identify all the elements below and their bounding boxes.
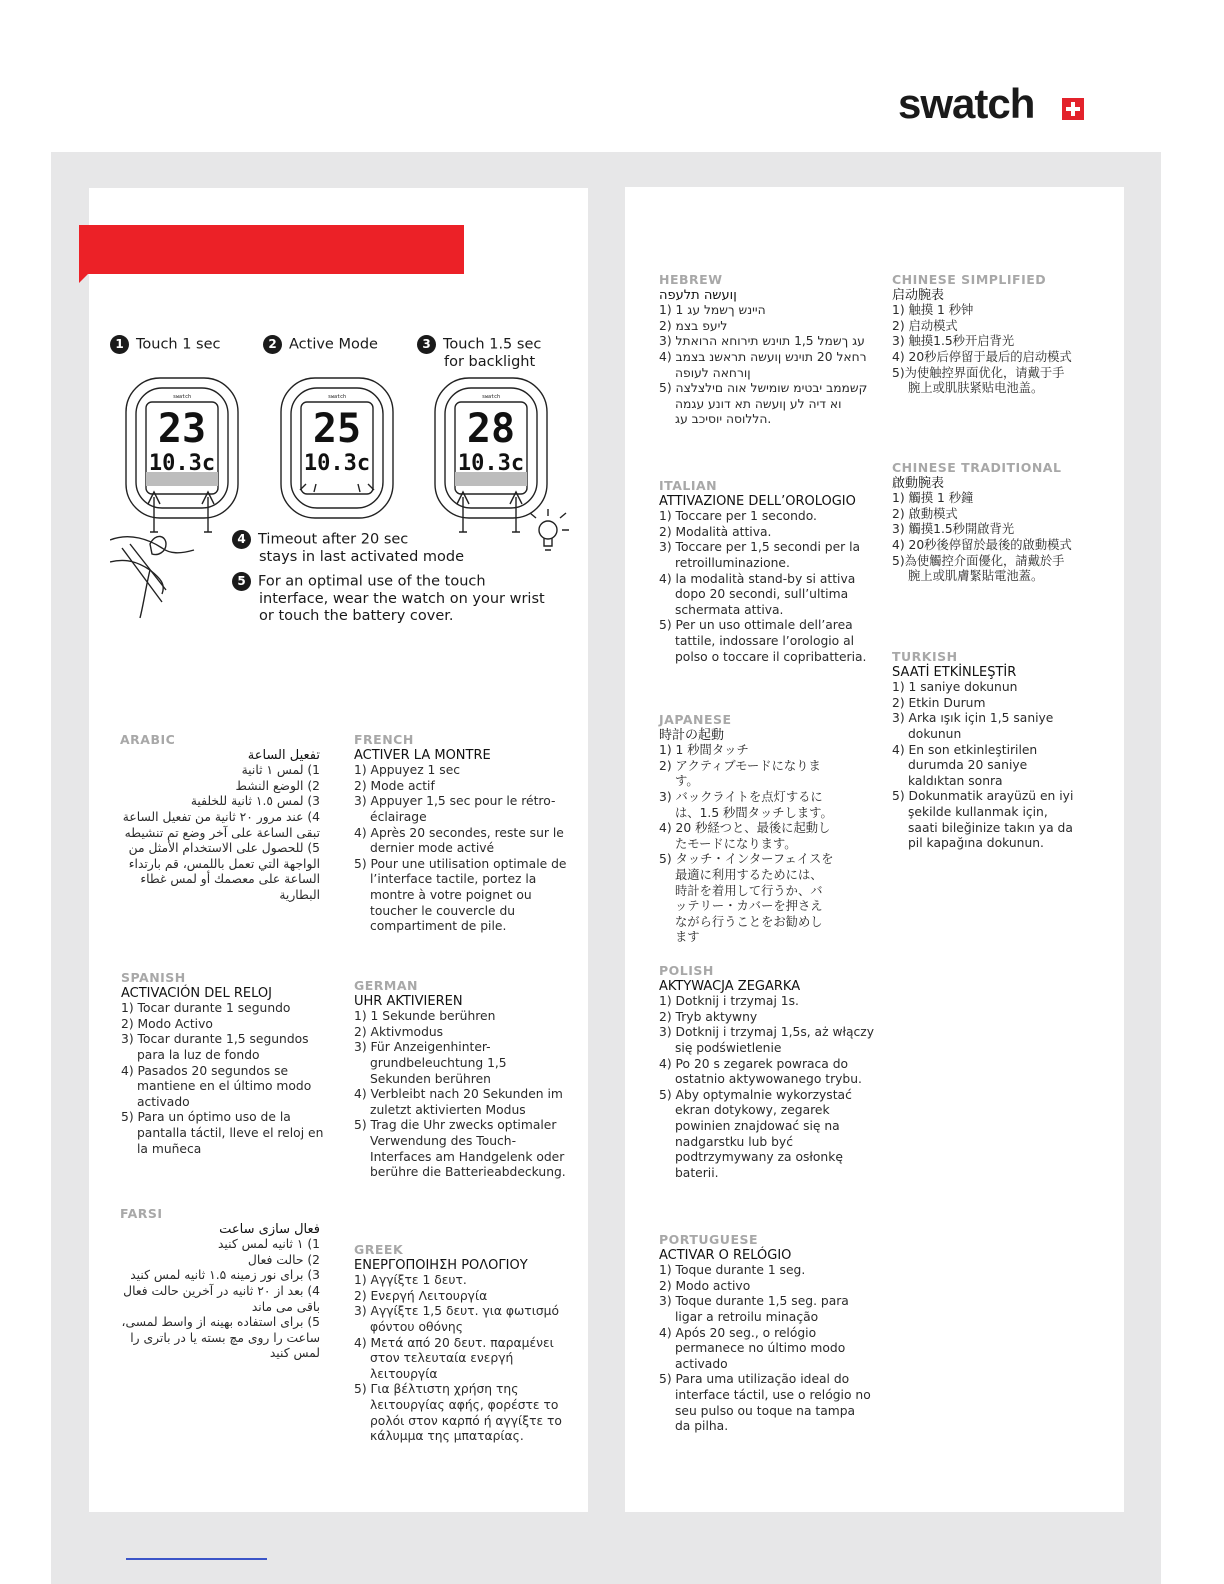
list-item: 4) 20秒后停留于最后的启动模式 <box>892 349 1072 364</box>
list-item: 1) 触摸 1 秒钟 <box>892 303 974 318</box>
list-item: 4) la modalità stand-by si attiva dopo 20 secondi, sull’ultima schermata attiva. <box>659 571 856 617</box>
lang-name: PORTUGUESE <box>659 1232 759 1247</box>
step-3 <box>417 335 541 371</box>
lang-title: 啟動腕表 <box>892 475 945 491</box>
step-text-line2: interface, wear the watch on your wrist <box>259 591 545 607</box>
watch-illustration <box>110 372 580 632</box>
list-item: 2) Ενεργή Λειτουργία <box>354 1288 488 1303</box>
lang-arabic <box>120 732 320 904</box>
lang-name: ITALIAN <box>659 478 718 493</box>
list-item: 3) Arka ışık için 1,5 saniye dokunun <box>892 711 1054 741</box>
watch-top-digits: 23 <box>157 406 207 452</box>
step-text: Timeout after 20 sec <box>258 531 409 548</box>
list-item: 3) Für Anzeigenhinter-grundbeleuchtung 1,5 Sekunden berühren <box>354 1040 507 1086</box>
list-item: 2) 启动模式 <box>892 318 958 333</box>
list-item: 3) Αγγίξτε 1,5 δευτ. για φωτισμό φόντου οθόνης <box>354 1304 560 1334</box>
list-item: 1) Αγγίξτε 1 δευτ. <box>354 1273 467 1288</box>
list-item: 3) 觸摸1.5秒開啟背光 <box>892 522 1015 537</box>
lang-name: CHINESE TRADITIONAL <box>892 460 1062 475</box>
touch-arrow-icon <box>202 492 214 532</box>
lang-title: فعال سازی ساعت <box>219 1221 320 1237</box>
list-item: 4) بعد از ۲۰ ثانیه در آخرین حالت فعال باقی می ماند <box>123 1283 320 1314</box>
watch-bottom-digits: 10.3c <box>148 451 216 476</box>
list-item: 1) ۱ ثانیه لمس کنید <box>217 1237 320 1252</box>
list-item: 1) 觸摸 1 秒鐘 <box>892 491 974 506</box>
lang-hebrew <box>659 272 871 428</box>
step-text-line3: or touch the battery cover. <box>259 608 454 624</box>
list-item: 5) Para un óptimo uso de la pantalla táctil, lleve el reloj en la muñeca <box>121 1110 324 1156</box>
list-item: 3) Tocar durante 1,5 segundos para la luz de fondo <box>121 1032 309 1062</box>
step-number: 4 <box>232 530 251 549</box>
lang-title: UHR AKTIVIEREN <box>354 993 463 1009</box>
list-item: 3) Toque durante 1,5 seg. para ligar a retroilu minação <box>659 1294 849 1324</box>
list-item: 4) En son etkinleştirilen durumda 20 saniye kaldıktan sonra <box>892 742 1038 788</box>
list-item: 2) Tryb aktywny <box>659 1009 758 1024</box>
touch-arrow-icon <box>148 492 160 532</box>
step-text-line2: stays in last activated mode <box>259 549 465 565</box>
list-item: 2) Modo Activo <box>121 1016 213 1031</box>
list-item: 5) برای استفاده بهینه از واسط لمسی، ساعت را روی مچ بسته یا در باتری را لمس کنید <box>121 1315 320 1361</box>
list-item: 5) Trag die Uhr zwecks optimaler Verwendung des Touch-Interfaces am Handgelenk oder berühre die Batterieabdeckung. <box>354 1118 566 1180</box>
lang-chinese-traditional <box>892 460 1074 585</box>
title-banner <box>79 225 464 274</box>
lang-title: AKTYWACJA ZEGARKA <box>659 978 801 994</box>
list-item: 1) 1 Sekunde berühren <box>354 1009 496 1024</box>
lang-name: FRENCH <box>354 732 414 747</box>
lang-title: ACTIVAR O RELÓGIO <box>659 1247 792 1263</box>
list-item: 5) Dokunmatik arayüzü en iyi şekilde kullanmak için, saati bileğinize takın ya da pil kapağına dokunun. <box>892 789 1074 851</box>
watch-brand: swatch <box>481 394 501 400</box>
lang-title: ATTIVAZIONE DELL’OROLOGIO <box>659 493 856 509</box>
lang-greek <box>354 1242 576 1445</box>
watch-top-digits: 28 <box>466 406 516 452</box>
lang-farsi <box>120 1206 320 1362</box>
list-item: 1) Toque durante 1 seg. <box>659 1263 806 1278</box>
list-item: 5) Για βέλτιστη χρήση της λειτουργίας αφής, φορέστε το ρολόι στον καρπό ή αγγίξτε το κάλυμμα της μπαταρίας. <box>354 1382 562 1444</box>
step-2 <box>263 335 378 354</box>
list-item: 3) バックライトを点灯するには、1.5 秒間タッチします。 <box>659 789 833 820</box>
list-item: 2) Etkin Durum <box>892 695 986 710</box>
step-number: 3 <box>417 335 436 354</box>
title-banner-fold <box>79 274 88 283</box>
step-text: For an optimal use of the touch <box>258 573 486 590</box>
list-item: 1) لمس ١ ثانية <box>241 763 320 778</box>
list-item: 5) Pour une utilisation optimale de l’interface tactile, portez la montre à votre poignet ou toucher le couvercle du compartiment de pile. <box>354 856 567 934</box>
list-item: 2) Modalità attiva. <box>659 524 772 539</box>
step-number: 1 <box>110 335 129 354</box>
list-item: 4) 20秒後停留於最後的啟動模式 <box>892 537 1072 552</box>
step-1 <box>110 335 221 354</box>
watch-top-digits: 25 <box>312 406 362 452</box>
hand-wrist-icon <box>110 536 194 618</box>
watch-brand: swatch <box>172 394 192 400</box>
list-item: 1) היינש ךשמל עג 1 <box>659 303 766 318</box>
list-item: 4) Após 20 seg., o relógio permanece no último modo activado <box>659 1325 846 1371</box>
swatch-logo <box>898 80 1088 130</box>
list-item: 5) Aby optymalnie wykorzystać ekran dotykowy, zegarek powinien znajdować się na nadgarstku lub być podtrzymywany za osłonkę baterii. <box>659 1087 852 1180</box>
lang-chinese-simplified <box>892 272 1074 397</box>
lang-name: SPANISH <box>121 970 186 985</box>
list-item: 4) Verbleibt nach 20 Sekunden im zuletzt aktivierten Modus <box>354 1087 563 1117</box>
list-item: 5) Per un uso ottimale dell’area tattile, indossare l’orologio al polso o toccare il copribatteria. <box>659 618 867 664</box>
watch-bottom-digits: 10.3c <box>303 451 371 476</box>
lang-japanese <box>659 712 834 946</box>
brand-name: swatch <box>898 80 1035 127</box>
lang-italian <box>659 478 879 665</box>
lang-name: CHINESE SIMPLIFIED <box>892 272 1047 287</box>
lang-title: تفعيل الساعة <box>247 747 320 763</box>
list-item: 2) ליעפ בצמ <box>659 318 728 333</box>
light-bulb-icon <box>530 509 569 550</box>
list-item: 5) للحصول على الاستخدام الأمثل من الواجهة التي تعمل باللمس، قم بارتداء الساعة على معصمك أو لمس غطاء البطارية <box>128 841 320 902</box>
lang-spanish <box>121 970 333 1157</box>
list-item: 2) アクティブモードになります。 <box>659 758 821 789</box>
footer-link-underline[interactable] <box>126 1558 267 1560</box>
list-item: 4) Po 20 s zegarek powraca do ostatnio aktywowanego trybu. <box>659 1056 862 1087</box>
list-item: 2) 啟動模式 <box>892 506 958 521</box>
list-item: 2) الوضع النشط <box>235 778 320 793</box>
lang-name: ARABIC <box>120 732 176 747</box>
list-item: 1) Dotknij i trzymaj 1s. <box>659 994 799 1009</box>
list-item: 3) Appuyer 1,5 sec pour le rétro-éclairage <box>354 794 556 824</box>
list-item: 1) Appuyez 1 sec <box>354 763 461 778</box>
touch-arrow-icon <box>510 492 522 532</box>
list-item: 4) רחאל 20 תוינש ןועשה תראשנ בצמב ןורחאה לעופה <box>659 349 867 380</box>
lang-title: ACTIVER LA MONTRE <box>354 747 491 763</box>
touch-arrow-icon <box>457 492 469 532</box>
step-text-line2: for backlight <box>444 354 536 370</box>
lang-title: 時計の起動 <box>659 727 725 743</box>
lang-polish <box>659 963 877 1181</box>
swiss-cross-icon <box>1062 98 1084 120</box>
step-text: Touch 1 sec <box>136 336 221 353</box>
lang-title: SAATİ ETKİNLEŞTİR <box>892 664 1017 680</box>
list-item: 4) Μετά από 20 δευτ. παραμένει στον τελευταία ενεργή λειτουργία <box>354 1335 554 1381</box>
step-number: 5 <box>232 572 251 591</box>
watch-brand: swatch <box>327 394 347 400</box>
list-item: 5) タッチ・インターフェイスを最適に利用するためには、時計を着用して行うか、バッテリー・カバーを押さえながら行うことをお勧めします <box>659 852 834 945</box>
step-text: Touch 1.5 sec <box>443 336 542 353</box>
list-item: 2) حالت فعال <box>247 1252 320 1267</box>
step-number: 2 <box>263 335 282 354</box>
lang-name: FARSI <box>120 1206 163 1221</box>
lang-german <box>354 978 569 1181</box>
list-item: 3) Dotknij i trzymaj 1,5s, aż włączy się podświetlenie <box>659 1025 875 1055</box>
list-item: 2) Mode actif <box>354 778 435 793</box>
list-item: 5)为使触控界面优化，请戴于手腕上或肌肤紧贴电池盖。 <box>892 365 1065 396</box>
list-item: 3) برای نور زمینه ۱.۵ ثانیه لمس کنید <box>130 1268 320 1283</box>
lang-name: GREEK <box>354 1242 404 1257</box>
list-item: 4) Pasados 20 segundos se mantiene en el último modo activado <box>121 1063 312 1109</box>
list-item: 5) קשממב יבטימ שומישל אוה םילצלצה וא דיה לע ןועשה תא דונע עגמה הללוסה יוסיכב עג. <box>659 381 868 427</box>
list-item: 5)為使觸控介面優化，請戴於手腕上或肌膚緊貼電池蓋。 <box>892 553 1065 584</box>
list-item: 5) Para uma utilização ideal do interface táctil, use o relógio no seu pulso ou toque na tampa da pilha. <box>659 1372 871 1434</box>
list-item: 3) لمس ١.٥ ثانية للخلفية <box>190 794 320 809</box>
list-item: 4) Après 20 secondes, reste sur le dernier mode activé <box>354 825 564 856</box>
lang-title: 启动腕表 <box>892 287 945 303</box>
list-item: 3) 触摸1.5秒开启背光 <box>892 334 1015 349</box>
list-item: 1) Toccare per 1 secondo. <box>659 509 817 524</box>
lang-name: TURKISH <box>892 649 958 664</box>
list-item: 3) Toccare per 1,5 secondi per la retroilluminazione. <box>659 540 861 570</box>
lang-name: JAPANESE <box>659 712 732 727</box>
lang-name: GERMAN <box>354 978 418 993</box>
list-item: 1) 1 saniye dokunun <box>892 680 1018 695</box>
watch-bottom-digits: 10.3c <box>457 451 525 476</box>
list-item: 4) 20 秒経つと、最後に起動したモードになります。 <box>659 821 831 851</box>
lang-title: ןועשה תלעפה <box>659 287 737 303</box>
list-item: 2) Aktivmodus <box>354 1024 444 1039</box>
list-item: 4) عند مرور ٢٠ ثانية من تفعيل الساعة تبقى الساعة على آخر وضع تم تنشيطه <box>122 809 320 840</box>
lang-name: HEBREW <box>659 272 723 287</box>
list-item: 1) 1 秒間タッチ <box>659 743 749 758</box>
list-item: 1) Tocar durante 1 segundo <box>121 1001 291 1016</box>
lang-french <box>354 732 579 935</box>
lang-portuguese <box>659 1232 871 1435</box>
lang-name: POLISH <box>659 963 714 978</box>
step-text: Active Mode <box>289 336 378 353</box>
lang-title: ΕΝΕΡΓΟΠΟΙΗΣΗ ΡΟΛΟΓΙΟΥ <box>354 1257 528 1273</box>
list-item: 3) עג ךשמל 1,5 תוינש תירוחא הרואתל <box>659 334 865 349</box>
lang-turkish <box>892 649 1074 852</box>
list-item: 2) Modo activo <box>659 1278 751 1293</box>
lang-title: ACTIVACIÓN DEL RELOJ <box>121 985 272 1001</box>
